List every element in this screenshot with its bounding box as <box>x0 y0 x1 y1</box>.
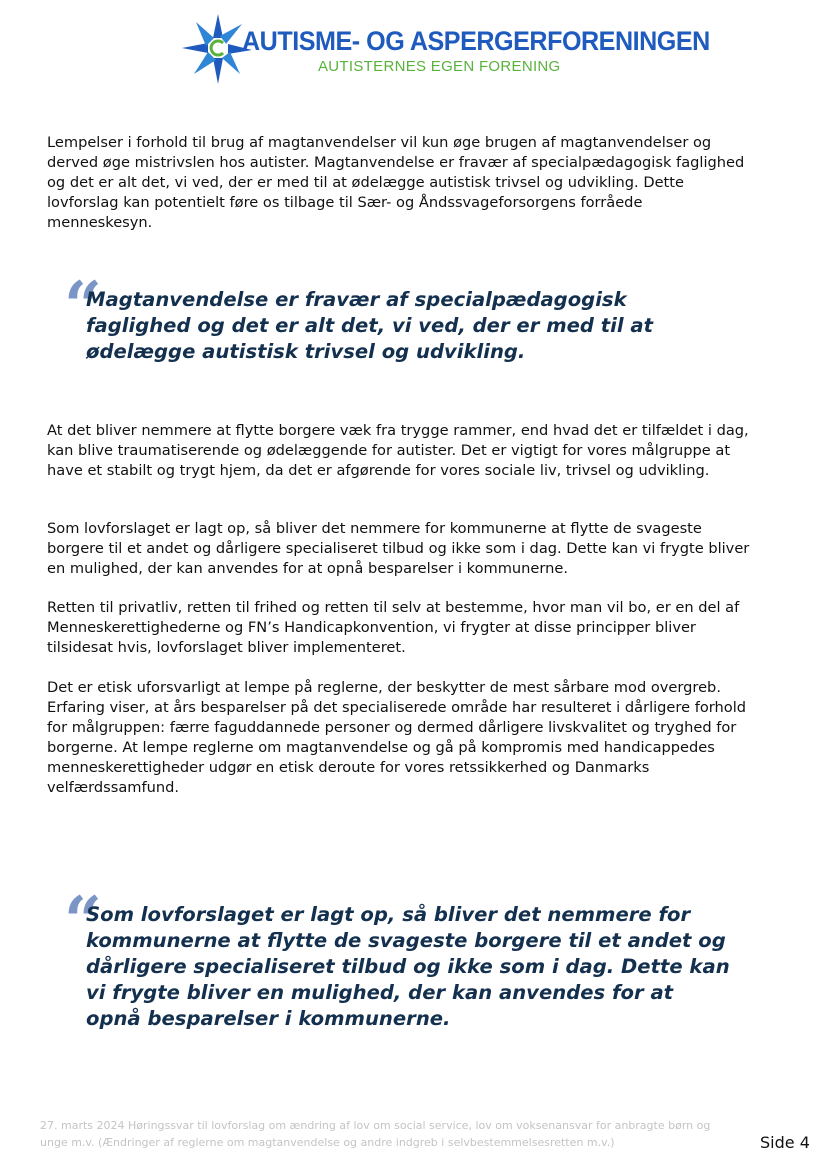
page-number: Side 4 <box>760 1133 810 1152</box>
quote-mark-icon: “ <box>64 882 102 960</box>
pull-quote-2 <box>64 882 734 1032</box>
pull-quote-1-text: Magtanvendelse er fravær af specialpædagogisk faglighed og det er alt det, vi ved, der er med til at ødelægge autistisk trivsel og udvikling. <box>86 288 653 363</box>
pull-quote-2-text: Som lovforslaget er lagt op, så bliver det nemmere for kommunerne at flytte de svageste borgere til et andet og dårligere specialiseret tilbud og ikke som i dag. Dette kan vi frygte bliver en mulighed, der kan anvendes for at opnå besparelser i kommunerne. <box>86 903 730 1030</box>
pull-quote-1 <box>64 267 734 365</box>
organization-tagline: AUTISTERNES EGEN FORENING <box>318 58 561 75</box>
paragraph-3: Som lovforslaget er lagt op, så bliver det nemmere for kommunerne at flytte de svageste borgere til et andet og dårligere specialiseret tilbud og ikke som i dag. Dette kan vi frygte bliver en mulighed, der kan anvendes for at opnå besparelser i kommunerne. <box>47 520 750 577</box>
quote-mark-icon: “ <box>64 267 102 345</box>
paragraph-4: Retten til privatliv, retten til frihed og retten til selv at bestemme, hvor man vil bo, er en del af Menneskerettighederne og FN’s Handicapkonvention, vi frygter at disse principper bliver tilsidesat hvis, lovforslaget bliver implementeret. <box>47 599 740 656</box>
paragraph-5: Det er etisk uforsvarligt at lempe på reglerne, der beskytter de mest sårbare mod overgreb. Erfaring viser, at års besparelser på det specialiserede område har resulteret i dårligere forhold for målgruppen: færre faguddannede personer og dermed dårligere livskvalitet og tryghed for borgerne. At lempe reglerne om magtanvendelse og gå på kompromis med handicappedes menneskerettigheder udgør en etisk deroute for vores retssikkerhed og Danmarks velfærdssamfund. <box>47 679 747 796</box>
paragraph-2: At det bliver nemmere at flytte borgere væk fra trygge rammer, end hvad det er tilfældet i dag, kan blive traumatiserende og ødelæggende for autister. Det er vigtigt for vores målgruppe at have et stabilt og trygt hjem, da det er afgørende for vores sociale liv, trivsel og udvikling. <box>47 422 749 479</box>
organization-name: AUTISME- OG ASPERGERFORENINGEN <box>242 26 710 56</box>
header-logo <box>180 12 710 84</box>
paragraph-1: Lempelser i forhold til brug af magtanvendelser vil kun øge brugen af magtanvendelser og derved øge mistrivslen hos autister. Magtanvendelse er fravær af specialpædagogisk faglighed og det er alt det, vi ved, der er med til at ødelægge autistisk trivsel og udvikling. Dette lovforslag kan potentielt føre os tilbage til Sær- og Åndssvageforsorgens forråede menneskesyn. <box>47 134 745 231</box>
document-footer: 27. marts 2024 Høringssvar til lovforslag om ændring af lov om social service, lov om voksenansvar for anbragte børn og unge m.v. (Ændringer af reglerne om magtanvendelse og andre indgreb i selvbestemmelsesretten m.v.) <box>40 1119 711 1149</box>
